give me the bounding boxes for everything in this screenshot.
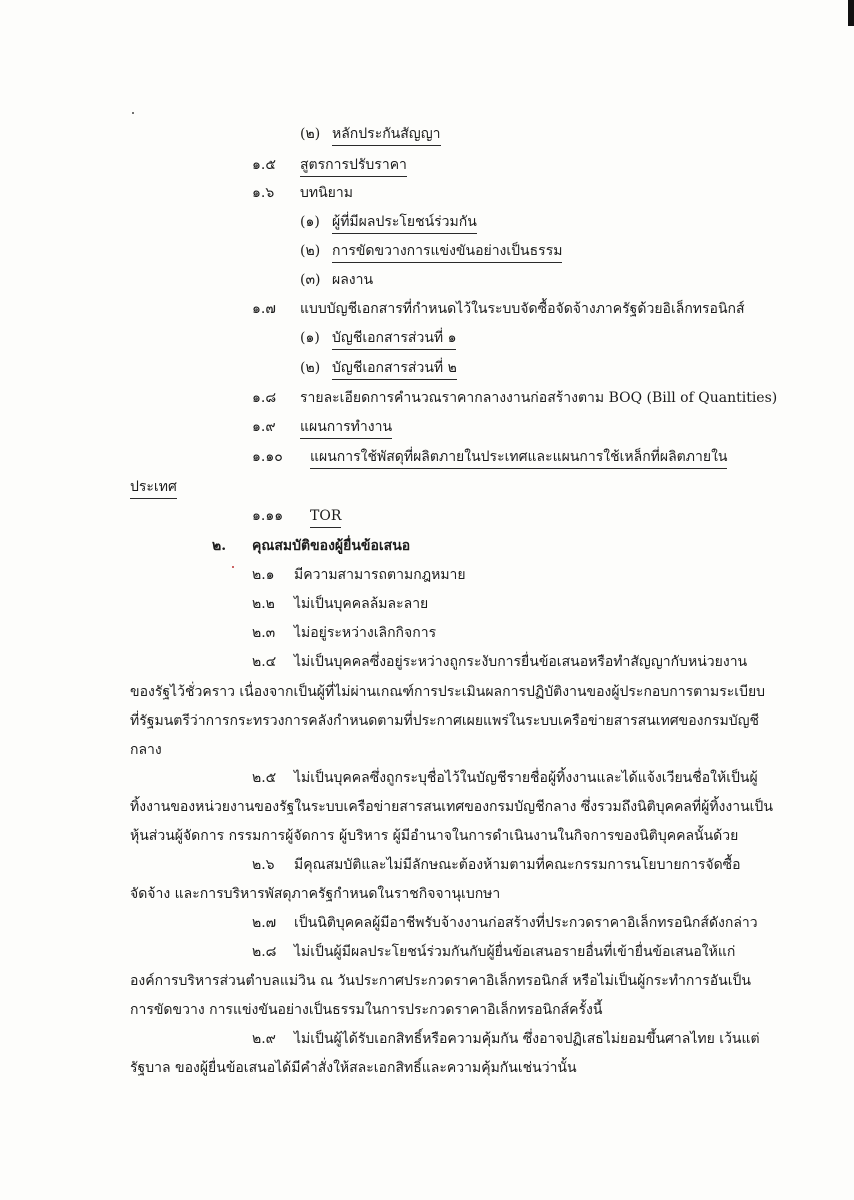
item-number: (๒)	[300, 360, 321, 376]
scan-speck	[232, 566, 234, 568]
item-text: บัญชีเอกสารส่วนที่ ๑	[332, 328, 456, 350]
item-text: ไม่อยู่ระหว่างเลิกกิจการ	[294, 625, 437, 641]
item-number: ๒.๖	[252, 857, 275, 873]
section-number: ๒.	[212, 538, 227, 554]
item-text: แผนการทำงาน	[300, 417, 392, 439]
paragraph-line: ทิ้งงานของหน่วยงานของรัฐในระบบเครือข่ายสารสนเทศของกรมบัญชีกลาง ซึ่งรวมถึงนิติบุคคลที่ผู้ทิ้งงานเป็น	[130, 799, 773, 815]
item-number: (๓)	[300, 272, 321, 288]
item-number: ๒.๕	[252, 770, 277, 786]
paragraph-line: จัดจ้าง และการบริหารพัสดุภาครัฐกำหนดในราชกิจจานุเบกษา	[130, 886, 501, 902]
item-number: (๒)	[300, 126, 321, 142]
item-number: ๑.๗	[252, 301, 276, 317]
item-number: ๒.๑	[252, 567, 275, 583]
paragraph-line: ไม่เป็นผู้มีผลประโยชน์ร่วมกันกับผู้ยื่นข้อเสนอรายอื่นที่เข้ายื่นข้อเสนอให้แก่	[294, 944, 736, 960]
item-text: แผนการใช้พัสดุที่ผลิตภายในประเทศและแผนการใช้เหล็กที่ผลิตภายใน	[310, 447, 727, 469]
item-text-continuation: ประเทศ	[130, 477, 177, 499]
item-text: บัญชีเอกสารส่วนที่ ๒	[332, 358, 457, 380]
item-number: (๑)	[300, 330, 320, 346]
item-text: มีความสามารถตามกฎหมาย	[294, 567, 466, 583]
item-number: ๒.๓	[252, 625, 276, 641]
scan-speck	[132, 112, 134, 114]
paragraph-line: มีคุณสมบัติและไม่มีลักษณะต้องห้ามตามที่คณะกรรมการนโยบายการจัดซื้อ	[294, 857, 741, 873]
item-number: (๑)	[300, 214, 320, 230]
item-text: การขัดขวางการแข่งขันอย่างเป็นธรรม	[332, 241, 562, 263]
paragraph-line: ไม่เป็นผู้ได้รับเอกสิทธิ์หรือความคุ้มกัน ซึ่งอาจปฏิเสธไม่ยอมขึ้นศาลไทย เว้นแต่	[294, 1031, 760, 1047]
item-text: ผู้ที่มีผลประโยชน์ร่วมกัน	[332, 212, 477, 234]
item-number: (๒)	[300, 243, 321, 259]
item-text: ไม่เป็นบุคคลล้มละลาย	[294, 596, 429, 612]
item-number: ๑.๕	[252, 157, 276, 173]
paragraph-line: องค์การบริหารส่วนตำบลแม่วิน ณ วันประกาศประกวดราคาอิเล็กทรอนิกส์ หรือไม่เป็นผู้กระทำการอันเป็น	[130, 973, 751, 989]
item-number: ๑.๑๐	[252, 449, 283, 465]
item-number: ๑.๘	[252, 390, 277, 406]
paragraph-line: รัฐบาล ของผู้ยื่นข้อเสนอได้มีคำสั่งให้สละเอกสิทธิ์และความคุ้มกันเช่นว่านั้น	[130, 1060, 577, 1076]
paragraph-line: ไม่เป็นบุคคลซึ่งอยู่ระหว่างถูกระงับการยื่นข้อเสนอหรือทำสัญญากับหน่วยงาน	[294, 654, 748, 670]
scan-edge-mark	[848, 0, 854, 26]
item-number: ๑.๖	[252, 185, 275, 201]
paragraph-line: ที่รัฐมนตรีว่าการกระทรวงการคลังกำหนดตามที่ประกาศเผยแพร่ในระบบเครือข่ายสารสนเทศของกรมบัญชี	[130, 713, 760, 729]
item-text: รายละเอียดการคำนวณราคากลางงานก่อสร้างตาม BOQ (Bill of Quantities)	[300, 390, 778, 406]
item-number: ๒.๗	[252, 915, 277, 931]
item-number: ๒.๔	[252, 654, 277, 670]
item-number: ๒.๘	[252, 944, 277, 960]
item-text: หลักประกันสัญญา	[332, 124, 441, 146]
paragraph-line: หุ้นส่วนผู้จัดการ กรรมการผู้จัดการ ผู้บริหาร ผู้มีอำนาจในการดำเนินงานในกิจการของนิติบุคคลนั้นด้วย	[130, 828, 739, 844]
item-text: แบบบัญชีเอกสารที่กำหนดไว้ในระบบจัดซื้อจัดจ้างภาครัฐด้วยอิเล็กทรอนิกส์	[300, 301, 745, 317]
item-text: เป็นนิติบุคคลผู้มีอาชีพรับจ้างงานก่อสร้างที่ประกวดราคาอิเล็กทรอนิกส์ดังกล่าว	[294, 915, 758, 931]
item-number: ๒.๒	[252, 596, 275, 612]
paragraph-line: ของรัฐไว้ชั่วคราว เนื่องจากเป็นผู้ที่ไม่ผ่านเกณฑ์การประเมินผลการปฏิบัติงานของผู้ประกอบการตามระเบียบ	[130, 684, 766, 700]
section-heading: คุณสมบัติของผู้ยื่นข้อเสนอ	[252, 538, 411, 554]
paragraph-line: กลาง	[130, 742, 162, 758]
paragraph-line: การขัดขวาง การแข่งขันอย่างเป็นธรรมในการประกวดราคาอิเล็กทรอนิกส์ครั้งนี้	[130, 1002, 603, 1018]
item-number: ๑.๙	[252, 419, 276, 435]
item-number: ๒.๙	[252, 1031, 276, 1047]
item-text: ผลงาน	[332, 272, 374, 288]
item-text: บทนิยาม	[300, 185, 353, 201]
paragraph-line: ไม่เป็นบุคคลซึ่งถูกระบุชื่อไว้ในบัญชีรายชื่อผู้ทิ้งงานและได้แจ้งเวียนชื่อให้เป็นผู้	[294, 770, 758, 786]
item-text: TOR	[310, 506, 341, 528]
item-text: สูตรการปรับราคา	[300, 155, 407, 177]
item-number: ๑.๑๑	[252, 508, 284, 524]
